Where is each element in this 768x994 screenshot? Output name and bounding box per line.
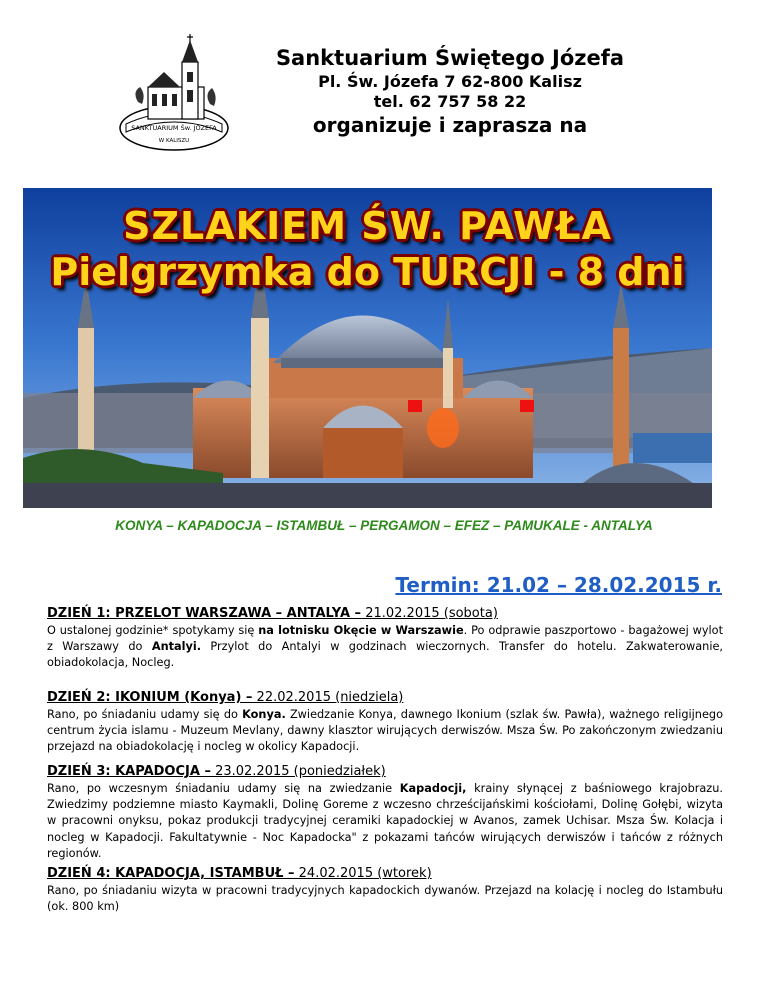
banner-title: SZLAKIEM ŚW. PAWŁA (123, 204, 612, 248)
day-description (47, 781, 723, 862)
church-icon (118, 32, 230, 152)
trip-dates: Termin: 21.02 – 28.02.2015 r. (395, 573, 722, 597)
text-bold: na lotnisku Okęcie w Warszawie (258, 624, 464, 637)
day-3 (47, 764, 723, 862)
day-title (47, 764, 723, 779)
invite-line: organizuje i zaprasza na (312, 113, 588, 137)
day-title-main: DZIEŃ 2: IKONIUM (Konya) – (47, 690, 253, 705)
text: Zwiedzanie Konya, dawnego Ikonium (szlak św. Pawła), ważnego religijnego centrum życia islamu - Muzeum Mevlany, dawny klasztor wirujących derwiszów. Msza Św. Po zakończonym zwiedzaniu przejazd na obiadokolację i nocleg w okolicy Kapadocji. (47, 708, 723, 754)
day-title-date: 23.02.2015 (poniedziałek) (210, 764, 386, 779)
sanctuary-logo (118, 32, 230, 152)
day-description (47, 623, 723, 672)
day-title (47, 690, 723, 705)
sanctuary-phone: tel. 62 757 58 22 (373, 92, 527, 111)
text-bold: Konya. (242, 708, 286, 721)
day-title-main: DZIEŃ 1: PRZELOT WARSZAWA – ANTALYA – (47, 606, 362, 621)
text: Rano, po śniadaniu udamy się do (47, 708, 243, 721)
day-title-main: DZIEŃ 4: KAPADOCJA, ISTAMBUŁ – (47, 866, 295, 881)
text: Rano, po śniadaniu wizyta w pracowni tradycyjnych kapadockich dywanów. Przejazd na kolację i nocleg do Istambułu (ok. 800 km) (47, 884, 723, 914)
logo-text-top: SANKTUARIUM Św. JÓZEFA (131, 124, 217, 132)
banner-subtitle: Pielgrzymka do TURCJI - 8 dni (50, 250, 685, 294)
logo-text-bottom: W KALISZU (158, 138, 190, 144)
day-title-date: 24.02.2015 (wtorek) (294, 866, 432, 881)
route-line: KONYA – KAPADOCJA – ISTAMBUŁ – PERGAMON – EFEZ – PAMUKALE - ANTALYA (115, 518, 653, 533)
sanctuary-address: Pl. Św. Józefa 7 62-800 Kalisz (318, 72, 582, 91)
day-2 (47, 690, 723, 756)
text: krainy słynącej z baśniowego krajobrazu. Zwiedzimy podziemne miasto Kaymakli, Dolinę Goreme z wczesno chrześcijańskimi kościołami, Dolinę Gołębi, wizyta w pracowni onyksu, pokaz produkcji tradycyjnej ceramiki kapadockiej w Avanos, zamek Uchisar. Msza Św. Kolacja i nocleg w Kapadocji. Fakultatywnie - Noc Kapadocka" z pokazami tańców wirujących derwiszów i tańców z różnych regionów. (47, 782, 723, 860)
day-title-main: DZIEŃ 3: KAPADOCJA – (47, 764, 211, 779)
day-description (47, 707, 723, 756)
day-title (47, 606, 723, 621)
day-title-date: 21.02.2015 (sobota) (361, 606, 498, 621)
day-title (47, 866, 723, 881)
sanctuary-name: Sanktuarium Świętego Józefa (275, 46, 625, 70)
day-description (47, 883, 723, 915)
day-title-date: 22.02.2015 (niedziela) (252, 690, 404, 705)
text: Przylot do Antalyi w godzinach wieczornych. Transfer do hotelu. Zakwaterowanie, obiadokolacja, Nocleg. (47, 640, 723, 670)
text: O ustalonej godzinie* spotykamy się (47, 624, 259, 637)
day-4 (47, 866, 723, 915)
text-bold: Kapadocji, (399, 782, 467, 795)
text: Rano, po wczesnym śniadaniu udamy się na zwiedzanie (47, 782, 400, 795)
day-1 (47, 606, 723, 672)
text-bold: Antalyi. (151, 640, 202, 654)
text: . Po odprawie paszportowo - bagażowej wylot z Warszawy do (47, 624, 723, 654)
banner-image (23, 188, 712, 508)
